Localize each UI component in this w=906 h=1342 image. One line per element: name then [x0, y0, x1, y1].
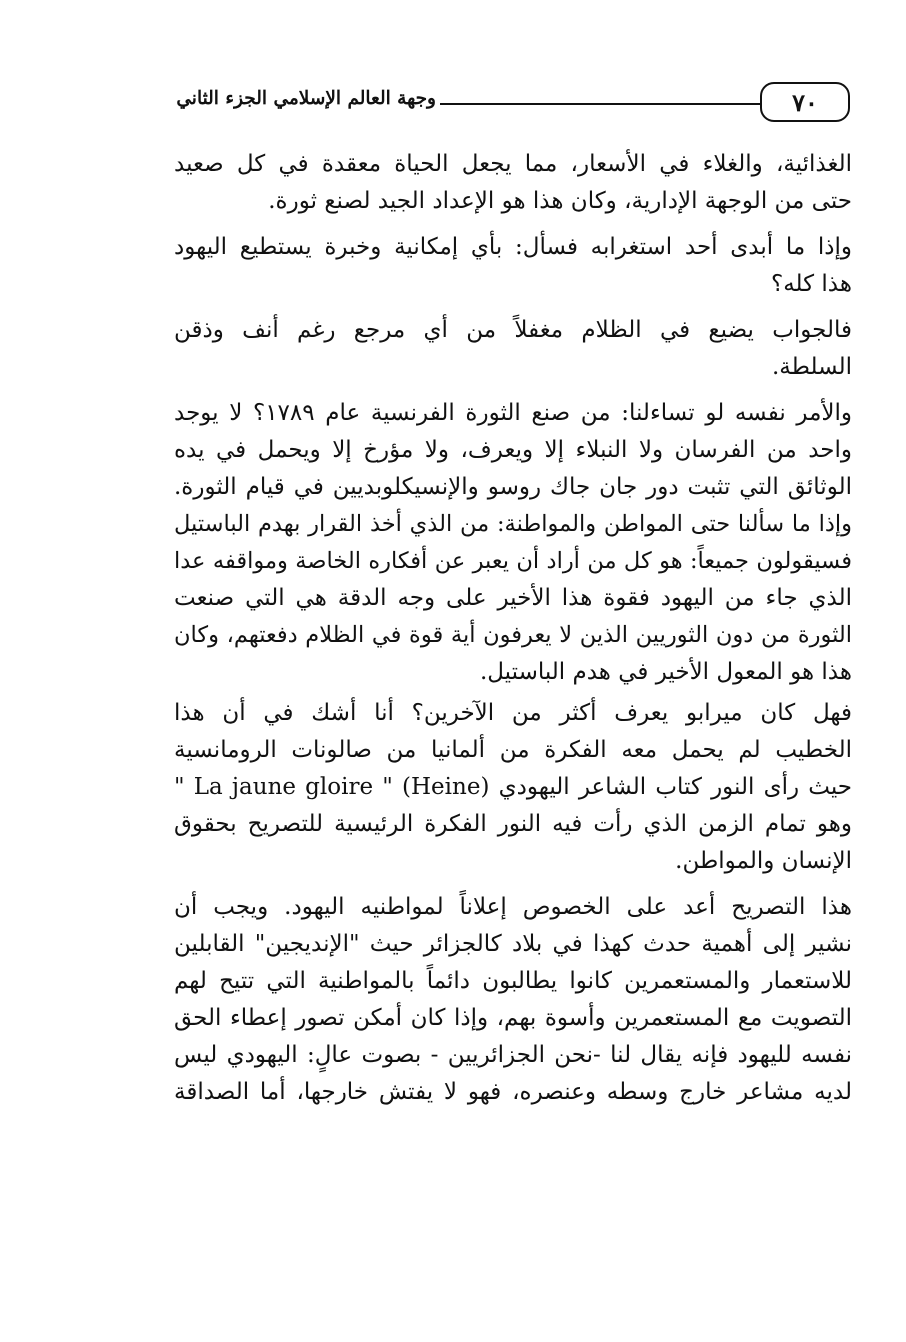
text-line: وهو تمام الزمن الذي رأت فيه النور الفكرة الرئيسية للتصريح بحقوق: [174, 811, 852, 837]
text-line: وإذا ما أبدى أحد استغرابه فسأل: بأي إمكانية وخبرة يستطيع اليهود: [174, 234, 852, 260]
text-line: هذا هو المعول الأخير في هدم الباستيل.: [479, 659, 852, 685]
text-line: نشير إلى أهمية حدث كهذا في بلاد كالجزائر حيث "الإنديجين" القابلين: [174, 931, 852, 957]
page-number: ٧٠: [760, 82, 850, 122]
paragraph: [174, 146, 852, 220]
paragraph: [174, 695, 852, 880]
paragraph: [174, 312, 852, 386]
text-line: حيث رأى النور كتاب الشاعر اليهودي (Heine) " La jaune gloire ": [174, 774, 852, 800]
text-line: فالجواب يضيع في الظلام مغفلاً من أي مرجع رغم أنف وذقن: [174, 317, 852, 343]
page-header: [178, 82, 854, 126]
text-line: هذا كله؟: [770, 271, 852, 297]
text-line: نفسه لليهود فإنه يقال لنا -نحن الجزائريين - بصوت عالٍ: اليهودي ليس: [174, 1042, 852, 1068]
text-line: فسيقولون جميعاً: هو كل من أراد أن يعبر عن أفكاره الخاصة ومواقفه عدا: [174, 548, 852, 574]
text-line: والأمر نفسه لو تساءلنا: من صنع الثورة الفرنسية عام ١٧٨٩؟ لا يوجد: [174, 400, 852, 426]
text-line: السلطة.: [771, 354, 852, 380]
text-line: الثورة من دون الثوريين الذين لا يعرفون أية قوة في الظلام دفعتهم، وكان: [174, 622, 852, 648]
paragraph: [174, 229, 852, 303]
text-line: واحد من الفرسان ولا النبلاء إلا ويعرف، ولا مؤرخ إلا ويحمل في يده: [174, 437, 852, 463]
text-line: للاستعمار والمستعمرين كانوا يطالبون دائماً بالمواطنية التي تتيح لهم: [174, 968, 852, 994]
text-line: الوثائق التي تثبت دور جان جاك روسو والإنسيكلوبديين في قيام الثورة.: [174, 474, 852, 500]
text-line: التصويت مع المستعمرين وأسوة بهم، وإذا كان أمكن تصور إعطاء الحق: [174, 1005, 852, 1031]
text-line: الذي جاء من اليهود فقوة هذا الأخير على وجه الدقة هي التي صنعت: [174, 585, 852, 611]
body-text: [174, 146, 852, 1256]
paragraph: [174, 889, 852, 1111]
paragraph: [174, 395, 852, 691]
text-line: الغذائية، والغلاء في الأسعار، مما يجعل الحياة معقدة في كل صعيد: [174, 151, 852, 177]
text-line: فهل كان ميرابو يعرف أكثر من الآخرين؟ أنا أشك في أن هذا: [174, 700, 852, 726]
running-title: وجهة العالم الإسلامي الجزء الثاني: [176, 88, 436, 109]
text-line: هذا التصريح أعد على الخصوص إعلاناً لمواطنيه اليهود. ويجب أن: [174, 894, 852, 920]
text-line: حتى من الوجهة الإدارية، وكان هذا هو الإعداد الجيد لصنع ثورة.: [268, 188, 852, 214]
text-line: وإذا ما سألنا حتى المواطن والمواطنة: من الذي أخذ القرار بهدم الباستيل: [174, 511, 852, 537]
text-line: الخطيب لم يحمل معه الفكرة من ألمانيا من صالونات الرومانسية: [174, 737, 852, 763]
header-rule: [440, 103, 762, 105]
text-line: الإنسان والمواطن.: [675, 848, 852, 874]
text-line: لديه مشاعر خارج وسطه وعنصره، فهو لا يفتش خارجها، أما الصداقة: [174, 1079, 852, 1105]
